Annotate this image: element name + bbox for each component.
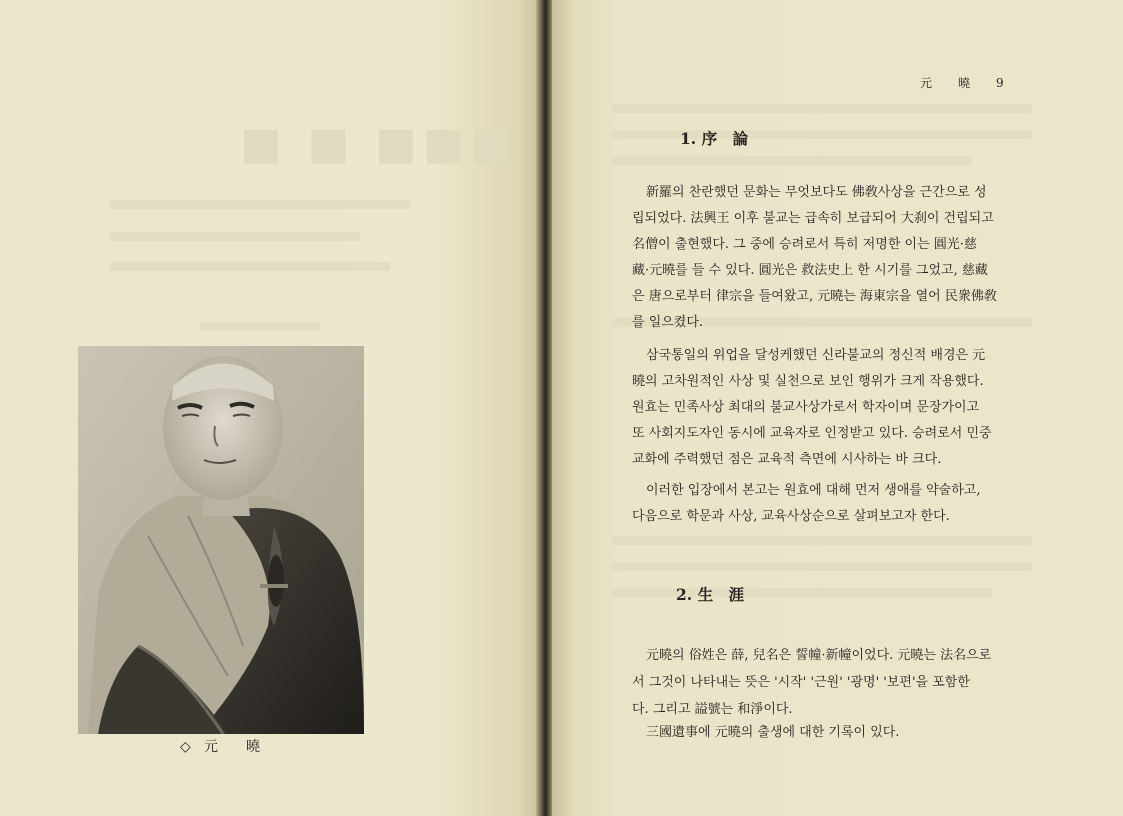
text-line: 은 唐으로부터 律宗을 들여왔고, 元曉는 海東宗을 열어 民衆佛敎 (632, 289, 997, 304)
paragraph (632, 343, 1027, 473)
left-page (0, 0, 540, 816)
diamond-icon: ◇ (180, 739, 191, 755)
show-through-line (200, 322, 320, 331)
show-through-line (612, 130, 1032, 139)
show-through-line (110, 232, 360, 241)
photo-caption (180, 737, 290, 757)
text-line: 三國遺事에 元曉의 출생에 대한 기록이 있다. (646, 725, 900, 740)
show-through-line (612, 588, 992, 597)
running-head (920, 74, 1004, 91)
show-through-title: ■ ■ ■■■ (240, 118, 518, 169)
text-line: 또 사회지도자인 동시에 교육자로 인정받고 있다. 승려로서 민중 (632, 426, 992, 441)
text-line: 교화에 주력했던 점은 교육적 측면에 시사하는 바 크다. (632, 452, 942, 467)
show-through-line (612, 536, 1032, 545)
portrait-illustration (78, 346, 364, 734)
text-line: 립되었다. 法興王 이후 불교는 급속히 보급되어 大刹이 건립되고 (632, 211, 994, 226)
text-line: 藏·元曉를 들 수 있다. 圓光은 救法史上 한 시기를 그었고, 慈藏 (632, 263, 988, 278)
running-head-title: 元曉 (920, 76, 997, 90)
paragraph (632, 478, 1027, 530)
paragraph (632, 720, 1027, 747)
text-line: 삼국통일의 위업을 달성케했던 신라불교의 정신적 배경은 元 (646, 348, 986, 363)
show-through-line (612, 104, 1032, 113)
show-through-line (612, 156, 972, 165)
text-line: 서 그것이 나타내는 뜻은 '시작' '근원' '광명' '보편'을 포함한 (632, 675, 970, 690)
text-line: 新羅의 찬란했던 문화는 무엇보다도 佛敎사상을 근간으로 성 (646, 185, 987, 200)
show-through-line (612, 562, 1032, 571)
section-heading: 1. 序 論 (680, 129, 749, 148)
text-line: 를 일으켰다. (632, 315, 704, 330)
text-line: 다음으로 학문과 사상, 교육사상순으로 살펴보고자 한다. (632, 509, 950, 524)
show-through-line (110, 200, 410, 209)
show-through-line (110, 262, 390, 271)
paragraph (632, 180, 1027, 336)
photo-caption-text: 元曉 (204, 739, 288, 755)
text-line: 원효는 민족사상 최대의 불교사상가로서 학자이며 문장가이고 (632, 400, 980, 415)
page-number: 9 (996, 76, 1004, 90)
section-heading: 2. 生 涯 (676, 585, 745, 604)
portrait-photo (78, 346, 364, 734)
text-line: 이러한 입장에서 본고는 원효에 대해 먼저 생애를 약술하고, (646, 483, 981, 498)
text-line: 曉의 고차원적인 사상 및 실천으로 보인 행위가 크게 작용했다. (632, 374, 984, 389)
text-line: 名僧이 출현했다. 그 중에 승려로서 특히 저명한 이는 圓光·慈 (632, 237, 977, 252)
paragraph (632, 643, 1027, 724)
text-line: 다. 그리고 謚號는 和淨이다. (632, 702, 793, 717)
text-line: 元曉의 俗姓은 薛, 兒名은 誓幢·新幢이었다. 元曉는 法名으로 (646, 648, 992, 663)
